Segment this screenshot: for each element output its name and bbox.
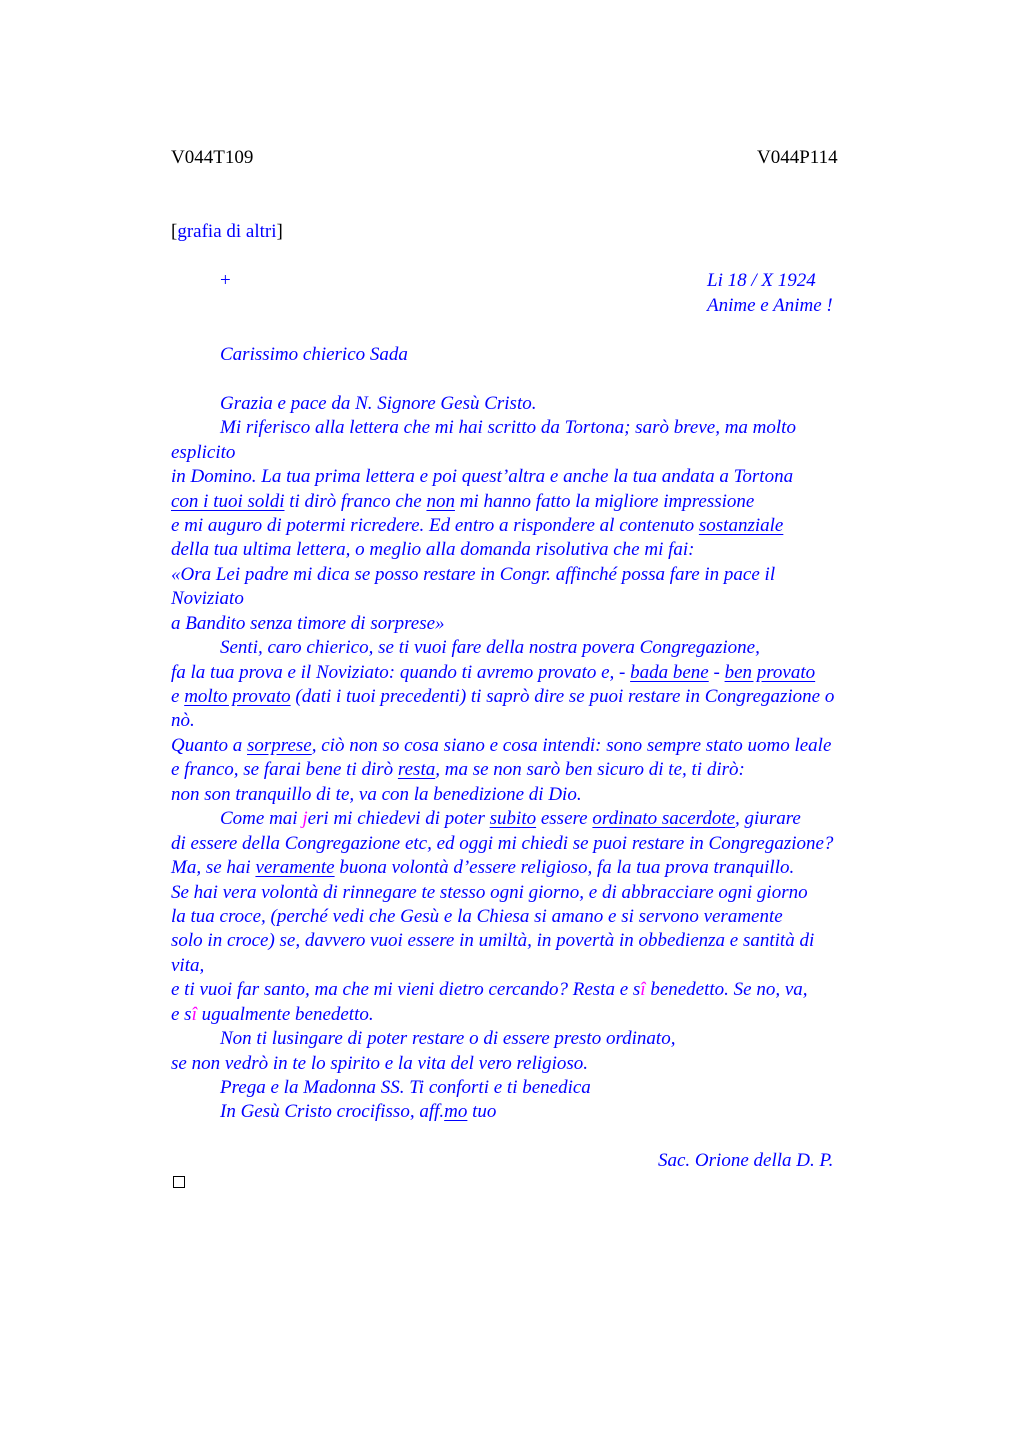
body-text: ti dirò franco che bbox=[284, 491, 427, 512]
signature: Sac. Orione della D. P. bbox=[658, 1150, 834, 1171]
underlined-phrase: subito bbox=[489, 808, 537, 829]
underlined-phrase: sostanziale bbox=[698, 515, 784, 536]
body-text: ugualmente benedetto. bbox=[196, 1004, 374, 1025]
body-text: Quanto a bbox=[171, 735, 247, 756]
body-line: Prega e la Madonna SS. Ti conforti e ti benedica bbox=[220, 1077, 591, 1098]
greeting: Grazia e pace da N. Signore Gesù Cristo. bbox=[220, 393, 537, 414]
note-text: grafia di altri bbox=[177, 221, 277, 242]
body-line bbox=[171, 662, 815, 684]
body-line bbox=[171, 857, 794, 879]
body-line: se non vedrò in te lo spirito e la vita del vero religioso. bbox=[171, 1053, 589, 1074]
body-text: e s bbox=[171, 1004, 192, 1025]
end-marker-box bbox=[173, 1176, 185, 1188]
body-line: Non ti lusingare di poter restare o di essere presto ordinato, bbox=[220, 1028, 676, 1049]
body-line: di essere della Congregazione etc, ed oggi mi chiedi se puoi restare in Congregazione? bbox=[171, 833, 834, 854]
body-text: e mi auguro di potermi ricredere. Ed entro a rispondere al contenuto bbox=[171, 515, 699, 536]
body-text: Ma, se hai bbox=[171, 857, 256, 878]
body-line: Mi riferisco alla lettera che mi hai scritto da Tortona; sarò breve, ma molto bbox=[220, 417, 796, 438]
body-text: (dati i tuoi precedenti) ti saprò dire se puoi restare in Congregazione o bbox=[290, 686, 835, 707]
body-text: mi hanno fatto la migliore impressione bbox=[454, 491, 755, 512]
body-line bbox=[171, 1004, 374, 1026]
body-line: in Domino. La tua prima lettera e poi quest’altra e anche la tua andata a Tortona bbox=[171, 466, 794, 487]
body-text: buona volontà d’essere religioso, fa la tua prova tranquillo. bbox=[334, 857, 795, 878]
body-text: essere bbox=[536, 808, 593, 829]
body-text: eri mi chiedevi di poter bbox=[307, 808, 490, 829]
body-text: Come mai bbox=[220, 808, 303, 829]
body-text: e ti vuoi far santo, ma che mi vieni dietro cercando? Resta e s bbox=[171, 979, 641, 1000]
body-text: e franco, se farai bene ti dirò bbox=[171, 759, 398, 780]
underlined-phrase: sorprese bbox=[247, 735, 312, 756]
editorial-mark: î bbox=[191, 1004, 197, 1025]
editorial-mark: î bbox=[640, 979, 646, 1000]
body-text: In Gesù Cristo crocifisso, aff. bbox=[220, 1101, 445, 1122]
underlined-phrase: molto provato bbox=[184, 686, 291, 707]
body-text: fa la tua prova e il Noviziato: quando ti avremo provato e, - bbox=[171, 662, 631, 683]
body-line: esplicito bbox=[171, 442, 236, 463]
body-line: «Ora Lei padre mi dica se posso restare in Congr. affinché possa fare in pace il bbox=[171, 564, 776, 585]
body-line: non son tranquillo di te, va con la benedizione di Dio. bbox=[171, 784, 582, 805]
body-line: Senti, caro chierico, se ti vuoi fare della nostra povera Congregazione, bbox=[220, 637, 760, 658]
volume-code-left: V044T109 bbox=[171, 147, 254, 168]
underlined-phrase: ben provato bbox=[724, 662, 816, 683]
body-line bbox=[171, 491, 754, 513]
body-line: vita, bbox=[171, 955, 205, 976]
underlined-phrase: con i tuoi soldi bbox=[171, 491, 285, 512]
body-line: della tua ultima lettera, o meglio alla domanda risolutiva che mi fai: bbox=[171, 539, 695, 560]
closing-line bbox=[220, 1101, 496, 1123]
body-line bbox=[171, 979, 808, 1001]
body-line: Se hai vera volontà di rinnegare te stesso ogni giorno, e di abbracciare ogni giorno bbox=[171, 882, 808, 903]
body-text: , ma se non sarò ben sicuro di te, ti dirò: bbox=[435, 759, 745, 780]
body-line: Noviziato bbox=[171, 588, 244, 609]
salutation: Carissimo chierico Sada bbox=[220, 344, 408, 365]
body-line bbox=[171, 686, 834, 708]
volume-code-right: V044P114 bbox=[757, 147, 838, 168]
underlined-phrase: veramente bbox=[255, 857, 335, 878]
body-text: tuo bbox=[467, 1101, 497, 1122]
note-open-bracket: [ bbox=[171, 221, 178, 242]
body-line bbox=[171, 515, 783, 537]
body-line: solo in croce) se, davvero vuoi essere in umiltà, in povertà in obbedienza e santità di bbox=[171, 930, 815, 951]
body-text: - bbox=[708, 662, 725, 683]
body-line: a Bandito senza timore di sorprese» bbox=[171, 613, 445, 634]
body-line bbox=[220, 808, 801, 830]
underlined-phrase: resta bbox=[397, 759, 436, 780]
underlined-phrase: bada bene bbox=[630, 662, 709, 683]
cross-symbol: + bbox=[220, 270, 231, 291]
body-line bbox=[171, 735, 831, 757]
body-text: e bbox=[171, 686, 185, 707]
underlined-phrase: ordinato sacerdote bbox=[592, 808, 736, 829]
underlined-phrase: non bbox=[426, 491, 455, 512]
body-text: benedetto. Se no, va, bbox=[645, 979, 808, 1000]
body-line: la tua croce, (perché vedi che Gesù e la Chiesa si amano e si servono veramente bbox=[171, 906, 783, 927]
body-text: , giurare bbox=[735, 808, 801, 829]
body-line: nò. bbox=[171, 710, 195, 731]
letter-motto: Anime e Anime ! bbox=[707, 295, 833, 316]
handwriting-note bbox=[171, 221, 283, 243]
body-text: , ciò non so cosa siano e cosa intendi: sono sempre stato uomo leale bbox=[311, 735, 832, 756]
body-line bbox=[171, 759, 745, 781]
note-close-bracket: ] bbox=[276, 221, 283, 242]
letter-date: Li 18 / X 1924 bbox=[707, 270, 816, 291]
editorial-mark: j bbox=[302, 808, 308, 829]
underlined-phrase: mo bbox=[444, 1101, 468, 1122]
